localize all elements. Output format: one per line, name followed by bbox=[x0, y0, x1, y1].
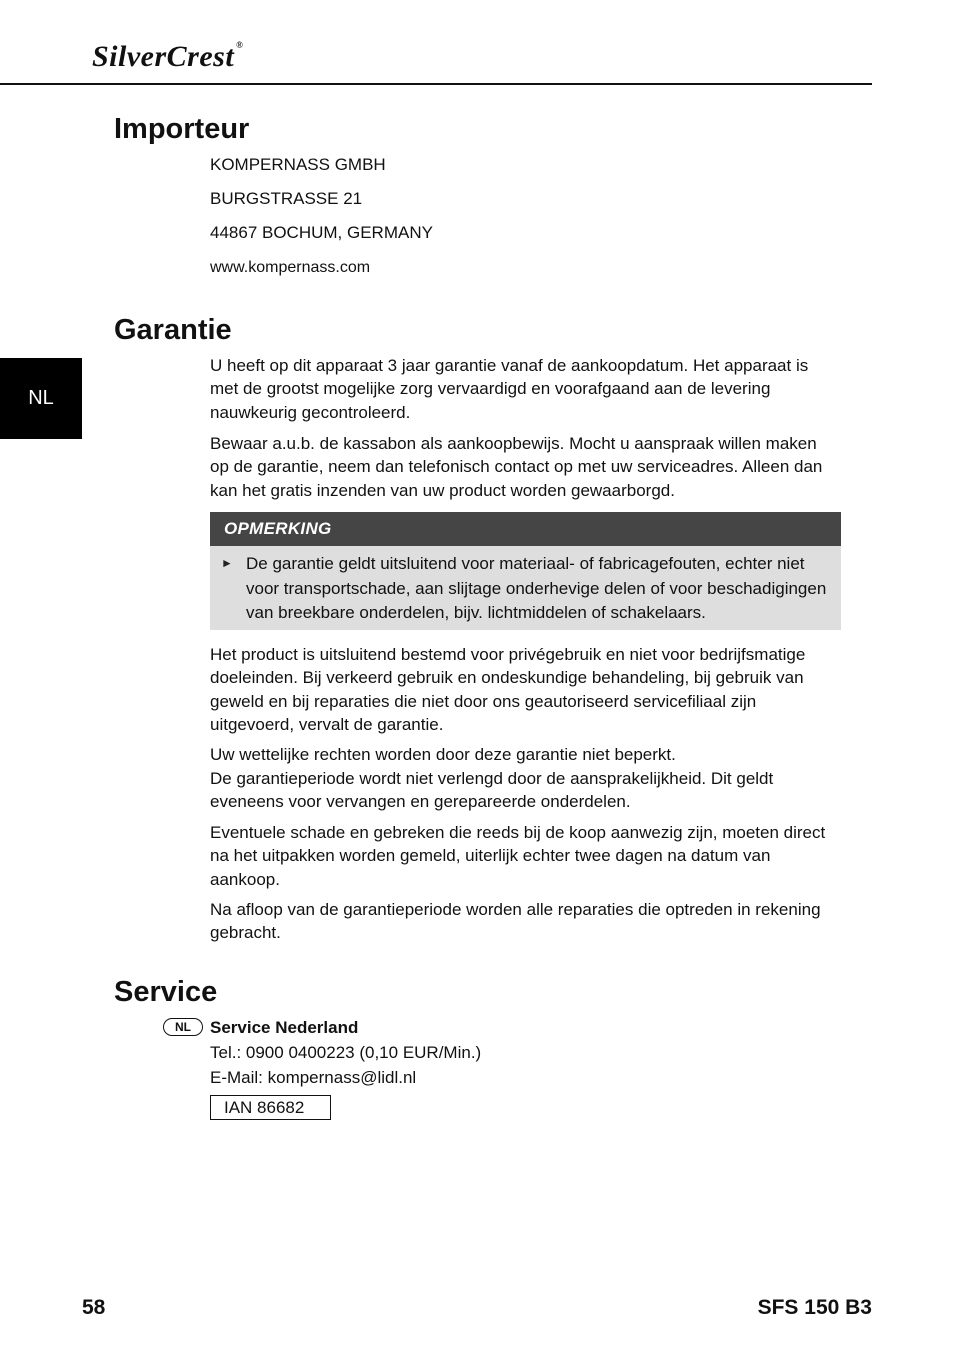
note-header bbox=[210, 512, 841, 546]
ian-box bbox=[210, 1095, 331, 1120]
logo-text: SilverCrest bbox=[92, 40, 235, 73]
warranty-paragraph-6: Na afloop van de garantieperiode worden alle reparaties die optreden in rekening gebracht. bbox=[210, 900, 821, 943]
country-badge: NL bbox=[163, 1018, 203, 1036]
note-body bbox=[210, 546, 841, 630]
service-phone: Tel.: 0900 0400223 (0,10 EUR/Min.) bbox=[210, 1043, 482, 1062]
page-number: 58 bbox=[82, 1296, 106, 1319]
note-text: De garantie geldt uitsluitend voor materiaal- of fabricagefouten, echter niet voor transportschade, aan slijtage onderhevige delen of voor beschadigingen van breekbare onderdelen, bijv. lichtmiddelen of schakelaars. bbox=[246, 554, 827, 622]
ian-number: IAN 86682 bbox=[224, 1097, 305, 1117]
importer-heading: Importeur bbox=[114, 113, 250, 145]
model-number: SFS 150 B3 bbox=[757, 1296, 872, 1319]
note-title: OPMERKING bbox=[224, 519, 332, 538]
warranty-heading: Garantie bbox=[114, 314, 232, 346]
silvercrest-logo bbox=[92, 40, 243, 74]
warranty-paragraph-4a: Uw wettelijke rechten worden door deze garantie niet beperkt. bbox=[210, 745, 676, 764]
warranty-paragraph-2: Bewaar a.u.b. de kassabon als aankoopbewijs. Mocht u aanspraak willen maken op de garantie, neem dan telefonisch contact op met uw serviceadres. Alleen dan kan het gratis inzenden van uw product worden gewaarborgd. bbox=[210, 434, 823, 500]
warranty-paragraph-1: U heeft op dit apparaat 3 jaar garantie vanaf de aankoopdatum. Het apparaat is met de grootst mogelijke zorg vervaardigd en voorafgaand aan de levering nauwkeurig gecontroleerd. bbox=[210, 356, 809, 422]
registered-mark: ® bbox=[236, 40, 244, 50]
importer-website: www.kompernass.com bbox=[210, 259, 371, 276]
importer-street: BURGSTRASSE 21 bbox=[210, 189, 363, 208]
importer-city: 44867 BOCHUM, GERMANY bbox=[210, 223, 433, 242]
service-title: Service Nederland bbox=[210, 1018, 359, 1037]
warranty-paragraph-3: Het product is uitsluitend bestemd voor privégebruik en niet voor bedrijfsmatige doeleinden. Bij verkeerd gebruik en ondeskundige behandeling, bij gebruik van geweld en bij reparaties die niet door ons geautoriseerd servicefiliaal zijn uitgevoerd, vervalt de garantie. bbox=[210, 645, 806, 734]
importer-company: KOMPERNASS GMBH bbox=[210, 155, 386, 174]
service-heading: Service bbox=[114, 976, 218, 1008]
header-rule bbox=[0, 83, 872, 85]
warranty-paragraph-4b: De garantieperiode wordt niet verlengd door de aansprakelijkheid. Dit geldt eveneens voor vervangen en gerepareerde onderdelen. bbox=[210, 769, 774, 812]
service-email: E-Mail: kompernass@lidl.nl bbox=[210, 1068, 417, 1087]
warranty-paragraph-5: Eventuele schade en gebreken die reeds bij de koop aanwezig zijn, moeten direct na het uitpakken worden gemeld, uiterlijk echter twee dagen na datum van aankoop. bbox=[210, 823, 826, 889]
language-tab: NL bbox=[0, 358, 82, 439]
arrow-bullet-icon: ► bbox=[221, 556, 233, 570]
